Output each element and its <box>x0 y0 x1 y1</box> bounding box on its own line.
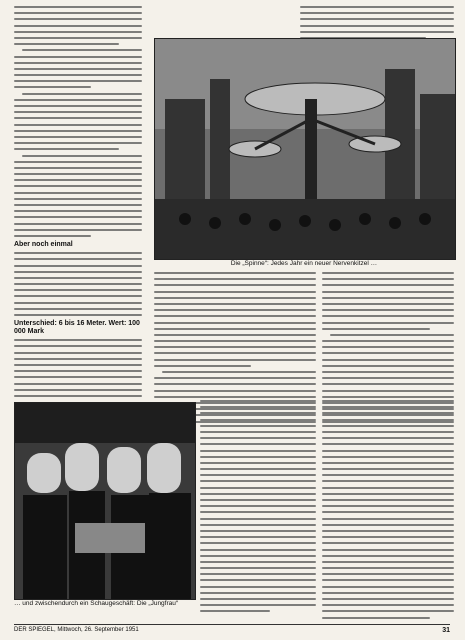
photo-caption-bottom: … und zwischendurch ein Schaugeschäft: Die „Jungfrau“ <box>14 600 179 607</box>
text-column-3-lower <box>322 400 454 623</box>
paragraph-lead: Aber noch einmal <box>14 241 73 249</box>
text-column-2-lower <box>200 400 316 617</box>
photo-carousel-spinne <box>154 38 456 260</box>
photo-schaugeschaeft-jungfrau <box>14 402 196 600</box>
photo-illustration <box>155 39 455 259</box>
page-number: 31 <box>442 627 450 634</box>
photo-illustration-bottom <box>15 403 195 599</box>
footer-masthead: DER SPIEGEL, Mittwoch, 26. September 1951 <box>14 627 139 633</box>
highlight-snippet: Unterschied: 6 bis 16 Meter. Wert: 100 000 Mark <box>14 320 140 336</box>
photo-caption-top: Die „Spinne“: Jedes Jahr ein neuer Nervenkitzel … <box>230 260 378 267</box>
text-column-1 <box>14 6 142 401</box>
page-footer <box>14 624 450 633</box>
